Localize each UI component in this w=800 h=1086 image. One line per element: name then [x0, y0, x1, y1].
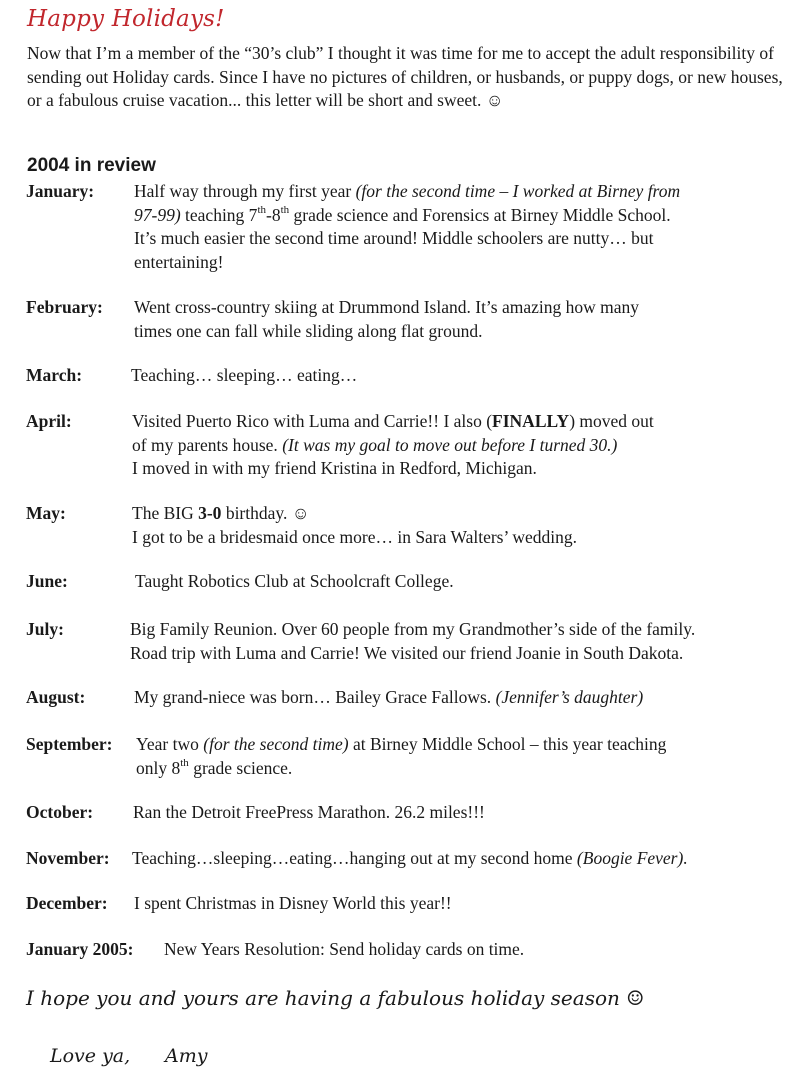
- entry-text: [134, 892, 452, 916]
- month-label: February:: [26, 297, 103, 317]
- intro-paragraph: Now that I’m a member of the “30’s club” I thought it was time for me to accept the adult responsibility of sending out Holiday cards. Since I have no pictures of children, or husbands, or puppy dogs, or new houses, or a fabulous cruise vacation... this letter will be short and sweet. ☺: [27, 43, 783, 110]
- entry-italic-note: (Jennifer’s daughter): [495, 687, 644, 707]
- entry-text: [164, 938, 524, 962]
- entry-italic-note: (Boogie Fever).: [576, 848, 688, 868]
- month-label: January:: [26, 181, 95, 201]
- entry-text-segment: at Birney Middle School – this year teaching: [348, 734, 667, 754]
- entry-line: entertaining!: [134, 251, 224, 272]
- entry-bold-text: FINALLY: [492, 411, 570, 431]
- entry-italic-note: (for the second time – I worked at Birney from: [355, 181, 681, 201]
- entry-text-segment: birthday. ☺: [221, 503, 310, 523]
- entry-line: times one can fall while sliding along flat ground.: [134, 320, 483, 341]
- entry-text: [130, 618, 695, 665]
- ordinal-suffix: th: [180, 756, 189, 769]
- month-label: June:: [26, 571, 68, 591]
- entry-text-segment: -8: [266, 204, 281, 225]
- sign-off: Love ya,: [50, 1045, 131, 1067]
- entry-line: Taught Robotics Club at Schoolcraft College.: [135, 571, 454, 591]
- entry-line: It’s much easier the second time around! Middle schoolers are nutty… but: [134, 228, 654, 248]
- signature-name: Amy: [165, 1045, 208, 1067]
- entry-italic-note: (for the second time): [203, 734, 349, 754]
- month-label: April:: [26, 411, 72, 431]
- closing-line: I hope you and yours are having a fabulous holiday season ☺: [26, 986, 645, 1010]
- entry-line: Road trip with Luma and Carrie! We visited our friend Joanie in South Dakota.: [130, 642, 684, 663]
- month-label: September:: [26, 734, 113, 754]
- entry-text: [131, 364, 357, 388]
- entry-text-segment: teaching 7: [180, 204, 258, 225]
- ordinal-suffix: th: [280, 203, 290, 216]
- entry-line: Went cross-country skiing at Drummond Island. It’s amazing how many: [134, 297, 640, 317]
- entry-text-segment: Year two: [136, 734, 204, 754]
- entry-line: Ran the Detroit FreePress Marathon. 26.2 miles!!!: [133, 802, 485, 822]
- entry-text-segment: Teaching…sleeping…eating…hanging out at my second home: [132, 848, 577, 868]
- entry-line: I got to be a bridesmaid once more… in Sara Walters’ wedding.: [132, 526, 578, 547]
- entry-text: [134, 686, 643, 710]
- section-heading: 2004 in review: [27, 155, 156, 176]
- entry-text-segment: only 8: [136, 757, 181, 778]
- month-label: July:: [26, 619, 64, 639]
- entry-text: [132, 410, 654, 481]
- month-label: October:: [26, 802, 94, 822]
- letter-title: Happy Holidays!: [27, 6, 225, 32]
- entry-line: New Years Resolution: Send holiday cards on time.: [164, 939, 525, 959]
- entry-line: Teaching… sleeping… eating…: [131, 365, 358, 385]
- entry-italic-note: (It was my goal to move out before I turned 30.): [282, 434, 618, 455]
- entry-text: [132, 847, 688, 871]
- entry-text-segment: ) moved out: [569, 411, 654, 431]
- entry-text-segment: The BIG: [132, 503, 199, 523]
- month-label: March:: [26, 365, 83, 385]
- entry-italic-note: 97-99): [134, 204, 181, 225]
- month-label: August:: [26, 687, 86, 707]
- month-label: May:: [26, 503, 66, 523]
- entry-line: I spent Christmas in Disney World this year!!: [134, 893, 452, 913]
- entry-text: [132, 502, 577, 549]
- month-label: November:: [26, 848, 110, 868]
- entry-text-segment: grade science.: [188, 757, 293, 778]
- entry-text: [135, 570, 454, 594]
- entry-text-segment: My grand-niece was born… Bailey Grace Fallows.: [134, 687, 496, 707]
- entry-bold-text: 3-0: [198, 503, 222, 523]
- entry-text-segment: Visited Puerto Rico with Luma and Carrie!! I also (: [132, 411, 493, 431]
- entry-text: [133, 801, 485, 825]
- entry-text-segment: grade science and Forensics at Birney Middle School.: [289, 204, 671, 225]
- month-label: December:: [26, 893, 108, 913]
- entry-line: Big Family Reunion. Over 60 people from my Grandmother’s side of the family.: [130, 619, 696, 639]
- entry-text: [134, 180, 680, 274]
- entry-text: [134, 296, 639, 343]
- entry-line: I moved in with my friend Kristina in Redford, Michigan.: [132, 458, 537, 478]
- month-label: January 2005:: [26, 939, 134, 959]
- entry-text: [136, 733, 666, 780]
- ordinal-suffix: th: [257, 203, 266, 216]
- entry-text-segment: Half way through my first year: [134, 181, 356, 201]
- entry-text-segment: of my parents house.: [132, 434, 283, 455]
